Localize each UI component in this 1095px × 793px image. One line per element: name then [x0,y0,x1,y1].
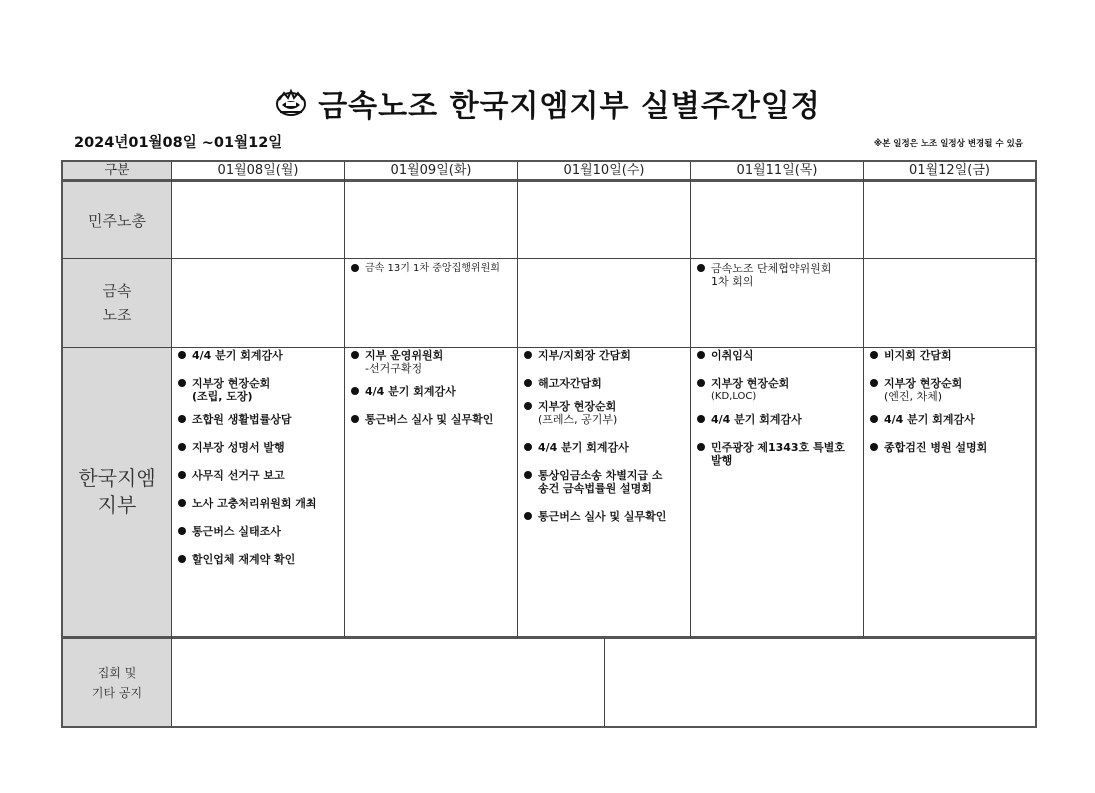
bullet-icon [524,379,532,387]
item-subtext: (KD,LOC) [711,391,757,402]
category-jibu [63,348,171,636]
item-subtext: 발행 [711,454,733,467]
list-item [518,400,690,426]
item-text: 지부장 현장순회 [538,400,617,413]
item-text: 비지회 간담회 [884,349,952,362]
bullet-icon [524,471,532,479]
list-item [172,525,344,538]
bullet-icon [524,351,532,359]
list-item [172,413,344,426]
list-item [691,377,863,403]
bullet-icon [351,351,359,359]
item-text: 금속 13기 1차 중앙집행위원회 [365,263,500,274]
item-text: 지부장 현장순회 [884,377,963,390]
item-text: 노사 고충처리위원회 개최 [192,497,317,510]
bullet-icon [697,264,705,272]
list-item [172,377,344,403]
item-text: 지부장 현장순회 [711,377,790,390]
item-text: 이취임식 [711,349,754,362]
jibu-wed-cell [518,349,690,523]
bullet-icon [524,512,532,520]
bullet-icon [697,415,705,423]
bullet-icon [178,471,186,479]
item-text: 통근버스 실사 및 실무확인 [365,413,494,426]
category-minju-label: 민주노총 [88,211,146,230]
list-item [518,469,690,495]
list-item [864,413,1035,426]
list-item [345,349,517,375]
category-notice [63,639,171,726]
bullet-icon [178,415,186,423]
list-item [518,377,690,390]
bullet-icon [524,443,532,451]
item-text: 조합원 생활법률상담 [192,413,292,426]
union-logo-icon [274,88,308,118]
bullet-icon [178,351,186,359]
item-subtext: (조립, 도장) [192,390,253,403]
item-text: 지부장 현장순회 [192,377,271,390]
item-text: 해고자간담회 [538,377,602,390]
list-item [172,441,344,454]
list-item [691,441,863,467]
item-text: 지부 운영위원회 [365,349,444,362]
item-text: 통근버스 실태조사 [192,525,281,538]
header-day-thu: 01월11일(목) [736,163,818,178]
header-day-tue: 01월09일(화) [390,163,472,178]
item-text: 4/4 분기 회계감사 [884,413,975,426]
item-subtext: 1차 회의 [711,275,754,288]
category-jibu-line1: 한국지엠 [78,466,156,490]
row-divider-1 [63,258,1035,259]
header-day-mon: 01월08일(월) [217,163,299,178]
bullet-icon [870,379,878,387]
bullet-icon [178,443,186,451]
bullet-icon [178,499,186,507]
jibu-thu-cell [691,349,863,467]
list-item [172,553,344,566]
header-category: 구분 [104,163,130,178]
schedule-table [61,160,1037,728]
date-range: 2024년01월08일 ~01월12일 [74,135,283,151]
bullet-icon [524,402,532,410]
row-divider-2 [63,347,1035,348]
list-item [691,262,863,288]
list-item [172,349,344,362]
bullet-icon [870,443,878,451]
item-subtext: 송건 금속법률원 설명회 [538,482,652,495]
list-item [518,349,690,362]
title-area [0,78,1095,128]
item-text: 민주광장 제1343호 특별호 [711,441,845,454]
change-notice: ※본 일정은 노조 일정상 변경될 수 있음 [873,139,1023,149]
bullet-icon [697,351,705,359]
category-minju [63,182,171,258]
jibu-fri-cell [864,349,1035,454]
list-item [864,349,1035,362]
list-item [172,497,344,510]
geumsok-tue-cell [345,262,517,275]
item-text: 종합검진 병원 설명회 [884,441,988,454]
list-item [345,385,517,398]
bullet-icon [351,415,359,423]
item-text: 4/4 분기 회계감사 [538,441,629,454]
category-geumsok [63,259,171,347]
item-text: 통근버스 실사 및 실무확인 [538,510,667,523]
item-subtext: (엔진, 차체) [884,390,943,403]
jibu-tue-cell [345,349,517,426]
header-divider [63,179,1035,182]
list-item [345,413,517,426]
bullet-icon [178,527,186,535]
item-text: 통상임금소송 차별지급 소 [538,469,663,482]
page-title: 금속노조 한국지엠지부 실별주간일정 [318,89,821,124]
list-item [172,469,344,482]
category-notice-line2: 기타 공지 [91,685,143,700]
header-day-fri: 01월12일(금) [909,163,990,178]
bullet-icon [870,415,878,423]
bullet-icon [178,379,186,387]
notice-box-left [172,639,604,726]
item-subtext: (프레스, 공기부) [538,413,618,426]
item-text: 4/4 분기 회계감사 [711,413,802,426]
list-item [691,349,863,362]
header-day-wed: 01월10일(수) [563,163,645,178]
item-text: 지부장 성명서 발행 [192,441,285,454]
jibu-mon-cell [172,349,344,566]
list-item [864,441,1035,454]
item-text: 지부/지회장 간담회 [538,349,631,362]
item-text: 할인업체 재계약 확인 [192,553,296,566]
bullet-icon [351,387,359,395]
geumsok-thu-cell [691,262,863,288]
bullet-icon [178,555,186,563]
list-item [518,441,690,454]
item-text: 금속노조 단체협약위원회 [711,262,832,275]
bullet-icon [870,351,878,359]
category-notice-line1: 집회 및 [97,665,137,680]
category-geumsok-line2: 노조 [102,306,132,324]
item-text: 4/4 분기 회계감사 [365,385,456,398]
bullet-icon [697,379,705,387]
item-text: 사무직 선거구 보고 [192,469,285,482]
category-jibu-line2: 지부 [97,493,137,517]
list-item [345,262,517,275]
category-geumsok-line1: 금속 [102,282,132,300]
item-subtext: -선거구확정 [365,362,423,375]
list-item [691,413,863,426]
list-item [864,377,1035,403]
notice-box-right [605,639,1035,726]
item-text: 4/4 분기 회계감사 [192,349,283,362]
list-item [518,510,690,523]
bullet-icon [697,443,705,451]
bullet-icon [351,264,359,272]
